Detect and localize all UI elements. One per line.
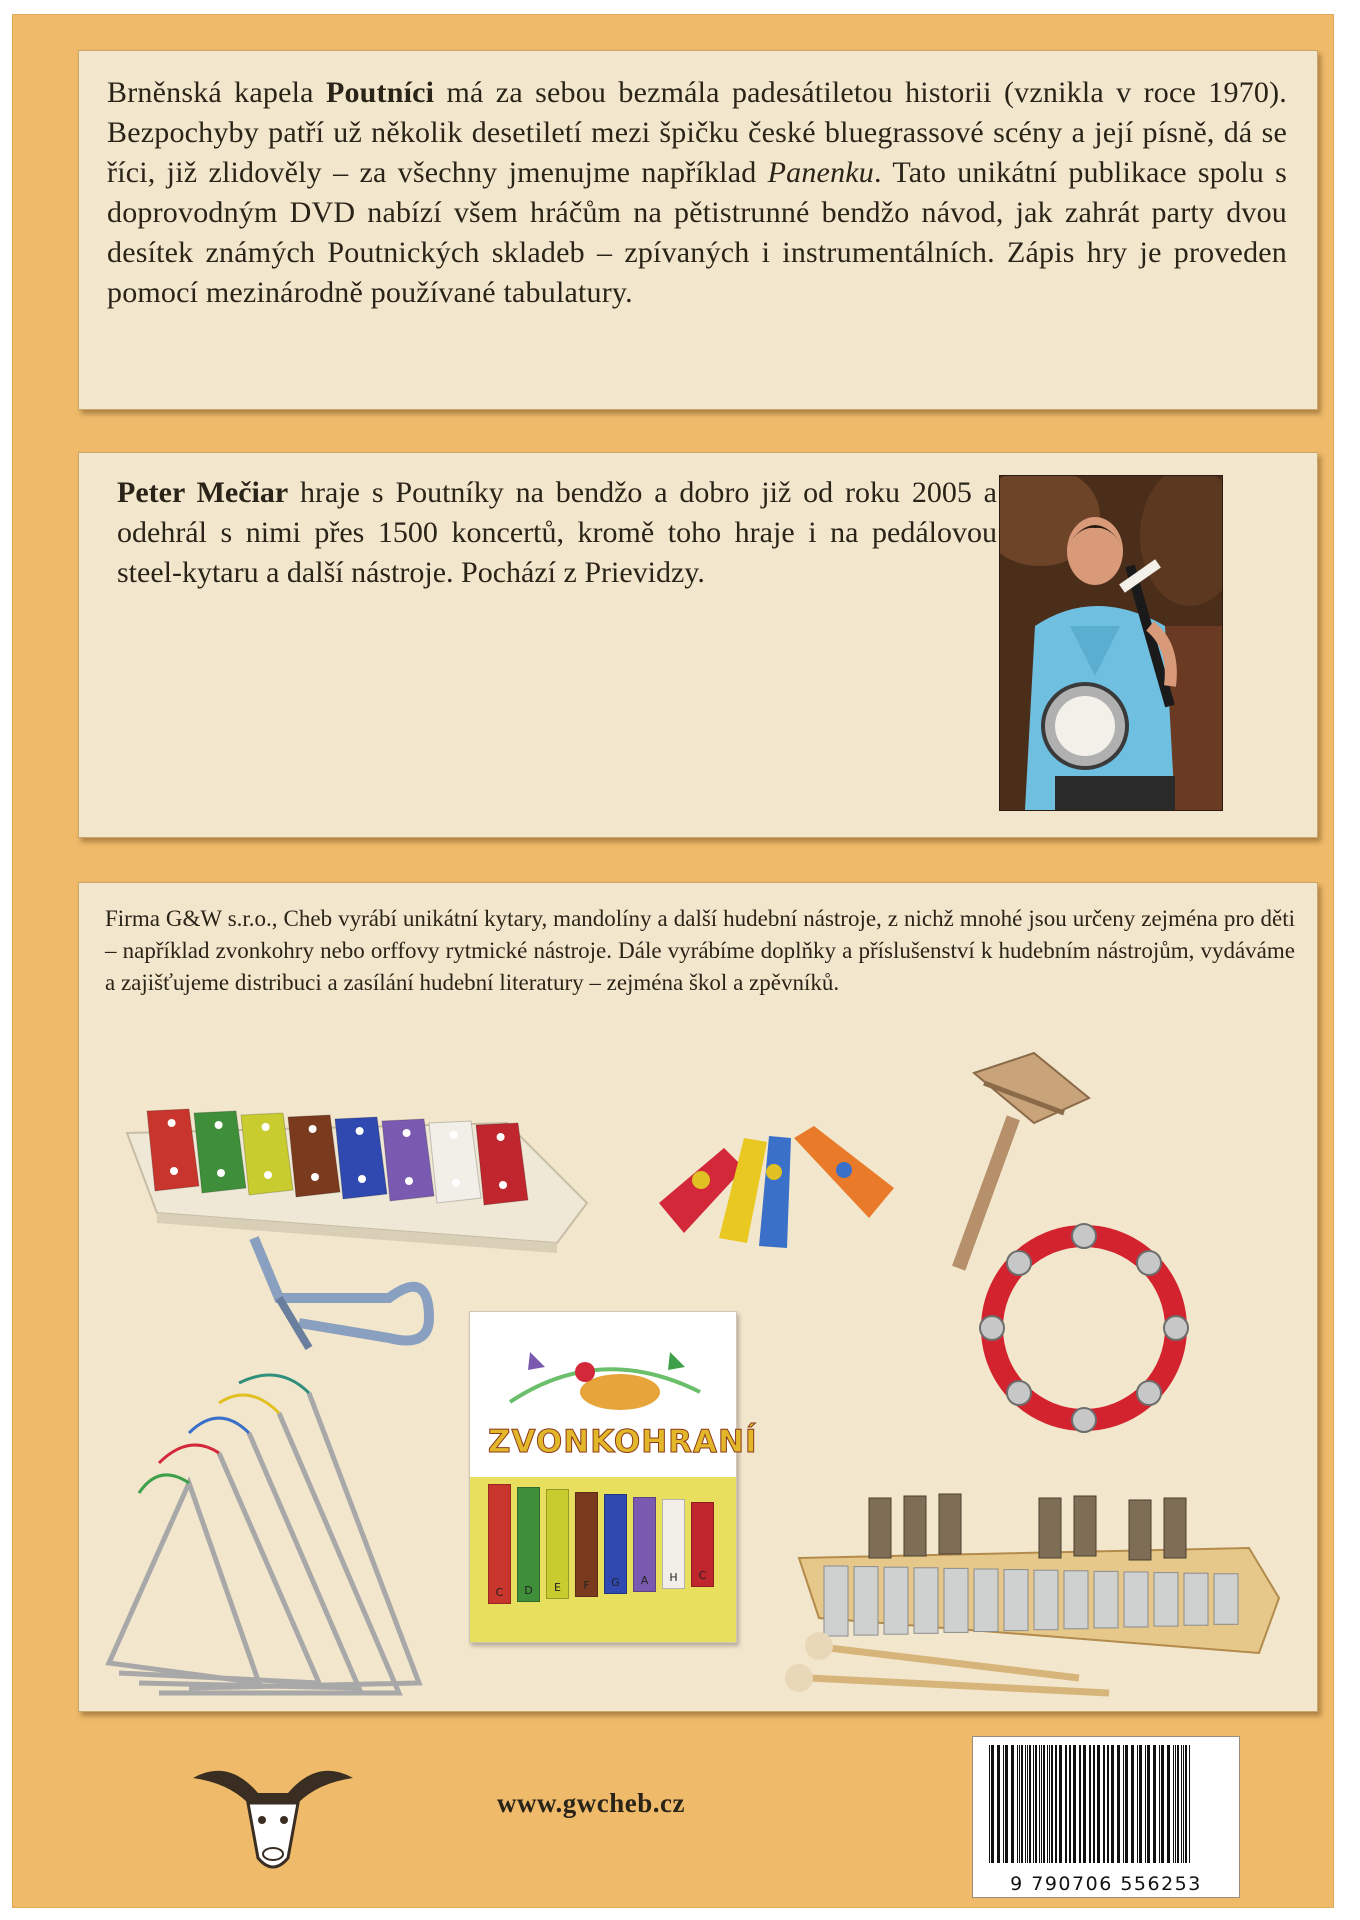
metallophone-bar (974, 1569, 998, 1632)
barcode-bar (1153, 1745, 1156, 1863)
barcode-bar (1189, 1745, 1190, 1863)
barcode-bar (1065, 1745, 1067, 1863)
note-label: E (554, 1581, 561, 1594)
bar-pin (356, 1127, 364, 1135)
barcode-bar (1103, 1745, 1105, 1863)
barcode-bar (1027, 1745, 1028, 1863)
package-bar (575, 1492, 598, 1597)
company-paragraph: Firma G&W s.r.o., Cheb vyrábí unikátní kytary, mandolíny a další hudební nástroje, z nichž mnohé jsou určeny zejména pro děti – například zvonkohry nebo orffovy rytmické nástroje. Dále vyrábíme doplňky a příslušenství k hudebním nástrojům, vydáváme a zajišťujeme distribuci a zasílání hudební literatury – zejména škol a zpěvníků. (105, 906, 1295, 995)
intro-text-3: . Tato unikátní publikace spolu s doprovodným DVD nabízí všem hráčům na pětistrunné bendžo návod, jak zahrát party dvou desítek známých Poutnických skladeb – zpívaných i instrumentálních. Zápis hry je proveden pomocí mezinárodně používané tabulatury. (107, 156, 1287, 309)
barcode-bar (1167, 1745, 1170, 1863)
package-title: ZVONKOHRANÍ (488, 1424, 758, 1460)
metallophone-bar (944, 1568, 968, 1632)
barcode-bar (1073, 1745, 1076, 1863)
barcode-bar (1029, 1745, 1031, 1863)
author-bio: hraje s Poutníky na bendžo a dobro již od roku 2005 a odehrál s nimi přes 1500 koncertů, kromě toho hraje i na pedálovou steel-kytaru a další nástroje. Pochází z Prievidzy. (117, 476, 997, 589)
author-photo-illustration (1000, 476, 1222, 810)
author-photo (999, 475, 1223, 811)
bar-pin (168, 1119, 176, 1127)
metallophone-bar (1064, 1571, 1088, 1629)
barcode-bar (1131, 1745, 1134, 1863)
metallophone-bar (824, 1566, 848, 1636)
package-bar (488, 1484, 511, 1604)
metallophone-bar (1034, 1570, 1058, 1630)
glockenspiel-image (117, 1053, 597, 1253)
bar-pin (452, 1179, 460, 1187)
barcode-bar (1117, 1745, 1120, 1863)
company-panel (78, 882, 1318, 1712)
barcode-bar (1051, 1745, 1053, 1863)
isbn-barcode (972, 1736, 1240, 1898)
bar-pin (450, 1131, 458, 1139)
bar-pin (499, 1181, 507, 1189)
metallophone-bar (1124, 1572, 1148, 1627)
barcode-bar (1079, 1745, 1081, 1863)
barcode-bar (1003, 1745, 1004, 1863)
barcode-bar (1173, 1745, 1174, 1863)
tambourine-image (969, 1213, 1199, 1443)
metallophone-image (779, 1438, 1299, 1708)
barcode-bar (989, 1745, 990, 1863)
barcode-bar (1035, 1745, 1037, 1863)
barcode-bar (1019, 1745, 1020, 1863)
barcode-bar (1159, 1745, 1160, 1863)
barcode-bar (1049, 1745, 1050, 1863)
barcode-bar (1177, 1745, 1179, 1863)
barcode-bar (1011, 1745, 1014, 1863)
bull-logo-icon (188, 1758, 358, 1878)
metallophone-bar (1214, 1574, 1238, 1625)
barcode-bar (1185, 1745, 1187, 1863)
bar-pin (217, 1169, 225, 1177)
barcode-bar (1175, 1745, 1176, 1863)
metallophone-bar (854, 1567, 878, 1636)
barcode-bar (1161, 1745, 1164, 1863)
metallophone-bar (884, 1567, 908, 1634)
bar-pin (262, 1123, 270, 1131)
barcode-bar (1025, 1745, 1026, 1863)
intro-panel (78, 50, 1318, 410)
barcode-bar (1097, 1745, 1100, 1863)
barcode-bar (1139, 1745, 1142, 1863)
jaw-harp-image (239, 1228, 439, 1358)
barcode-bar (1043, 1745, 1045, 1863)
bar-pin (358, 1175, 366, 1183)
barcode-bar (1183, 1745, 1184, 1863)
triangles-image (99, 1363, 429, 1703)
metallophone-bar (1094, 1571, 1118, 1628)
band-name: Poutníci (325, 76, 435, 109)
bar-pin (170, 1167, 178, 1175)
barcode-bars (983, 1745, 1229, 1863)
barcode-bar (997, 1745, 1000, 1863)
bar-pin (497, 1133, 505, 1141)
package-bar (633, 1497, 656, 1592)
barcode-bar (1089, 1745, 1091, 1863)
package-bar (546, 1489, 569, 1599)
barcode-bar (1107, 1745, 1109, 1863)
barcode-bar (1111, 1745, 1114, 1863)
barcode-bar (1123, 1745, 1124, 1863)
bar-pin (405, 1177, 413, 1185)
zvonkohrani-package (469, 1311, 758, 1643)
barcode-bar (1005, 1745, 1008, 1863)
metallophone-bar (1184, 1573, 1208, 1625)
intro-text-2: má za sebou bezmála padesátiletou historii (vznikla v roce 1970). Bezpochyby patří už několik desetiletí mezi špičku české bluegrassové scény a její písně, dá se říci, již zlidověly – za všechny jmenujme například (107, 76, 1287, 189)
website-url[interactable]: www.gwcheb.cz (497, 1788, 685, 1818)
note-label: G (611, 1576, 620, 1589)
barcode-bar (1021, 1745, 1023, 1863)
barcode-bar (1137, 1745, 1138, 1863)
metallophone-bar (914, 1568, 938, 1634)
barcode-bar (1083, 1745, 1086, 1863)
kazoos-image (649, 1108, 909, 1258)
note-label: H (669, 1571, 678, 1584)
metallophone-bar (1004, 1570, 1028, 1631)
barcode-bar (1039, 1745, 1040, 1863)
author-name: Peter Mečiar (117, 476, 289, 509)
barcode-bar (1147, 1745, 1150, 1863)
barcode-digits: 9 790706 556253 (1010, 1873, 1202, 1895)
barcode-bar (1069, 1745, 1071, 1863)
bar-pin (215, 1121, 223, 1129)
barcode-bar (1041, 1745, 1042, 1863)
barcode-bar (1033, 1745, 1034, 1863)
metallophone-bar (1154, 1573, 1178, 1627)
note-label: F (583, 1578, 590, 1592)
barcode-bar (1181, 1745, 1182, 1863)
barcode-bar (991, 1745, 994, 1863)
barcode-bar (1047, 1745, 1048, 1863)
barcode-bar (1055, 1745, 1057, 1863)
package-bar (691, 1502, 714, 1587)
intro-paragraph (107, 73, 1287, 313)
note-label: C (495, 1586, 504, 1599)
barcode-bar (1125, 1745, 1128, 1863)
barcode-bar (1093, 1745, 1095, 1863)
bar-pin (264, 1171, 272, 1179)
barcode-bar (1059, 1745, 1062, 1863)
song-title: Panenku (767, 156, 874, 189)
author-paragraph (117, 473, 997, 593)
package-bars (488, 1484, 720, 1614)
package-bar (517, 1487, 540, 1602)
barcode-bar (1017, 1745, 1018, 1863)
bar-pin (309, 1125, 317, 1133)
package-bar (662, 1499, 685, 1589)
author-panel (78, 452, 1318, 838)
barcode-bar (1145, 1745, 1146, 1863)
note-label: A (640, 1573, 649, 1587)
bar-pin (311, 1173, 319, 1181)
package-bar (604, 1494, 627, 1594)
note-label: D (524, 1583, 533, 1597)
bar-pin (403, 1129, 411, 1137)
intro-text-1: Brněnská kapela (107, 76, 326, 109)
note-label: C (698, 1568, 707, 1582)
